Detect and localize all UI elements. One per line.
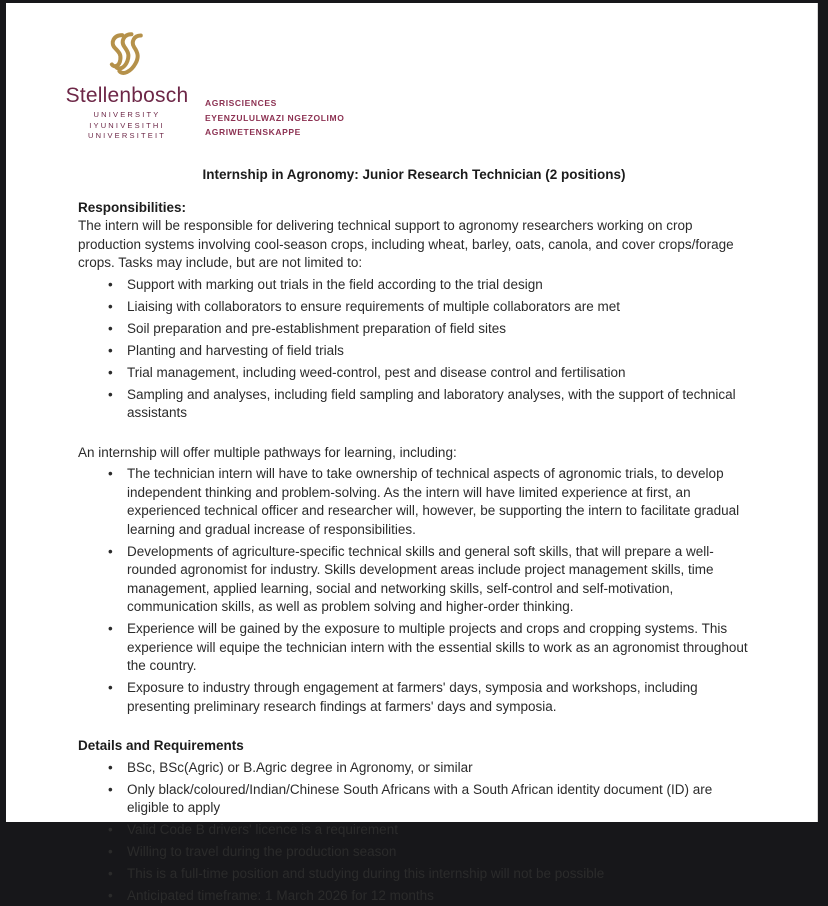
bullet-list (78, 276, 750, 423)
bullet-item: • Willing to travel during the production season (78, 843, 750, 862)
document-page (6, 3, 818, 903)
section-heading: Details and Requirements (78, 738, 244, 753)
bullet-list (78, 759, 750, 906)
bullet-item: • Support with marking out trials in the field according to the trial design (78, 276, 750, 295)
bullet-item: • This is a full-time position and studying during this internship will not be possible (78, 865, 750, 884)
bullet-item: • BSc, BSc(Agric) or B.Agric degree in Agronomy, or similar (78, 759, 750, 778)
university-wordmark: Stellenbosch (65, 84, 189, 107)
faculty-line-af: AGRIWETENSKAPPE (205, 127, 301, 137)
university-line-xh: IYUNIVESITHI (89, 120, 165, 130)
bullet-item: • Anticipated timeframe: 1 March 2026 for 12 months (78, 887, 750, 906)
page-title: Internship in Agronomy: Junior Research Technician (2 positions) (202, 166, 626, 182)
bullet-item: • Soil preparation and pre-establishment preparation of field sites (78, 320, 750, 339)
bullet-item: • Liaising with collaborators to ensure requirements of multiple collaborators are met (78, 298, 750, 317)
bullet-item: • The technician intern will have to take ownership of technical aspects of agronomic trials, to develop independent thinking and problem-solving. As the intern will have limited experience at first, an experienced technical officer and researcher will, however, be supporting the intern to facilitate gradual learning and gradual increase of responsibilities. (78, 465, 750, 539)
bullet-item: • Exposure to industry through engagement at farmers' days, symposia and workshops, including presenting preliminary research findings at farmers' days and symposia. (78, 679, 750, 716)
faculty-line-en: AGRISCIENCES (205, 98, 277, 108)
bullet-list (78, 465, 750, 716)
document-section-0 (78, 199, 750, 423)
bullet-item: • Only black/coloured/Indian/Chinese South Africans with a South African identity document (ID) are eligible to apply (78, 781, 750, 818)
bullet-item: • Developments of agriculture-specific technical skills and general soft skills, that will prepare a well-rounded agronomist for industry. Skills development areas include project management skills, time management, applied learning, social and networking skills, self-control and self-motivation, communication skills, as well as problem solving and higher-order thinking. (78, 543, 750, 617)
university-line-en: UNIVERSITY (93, 110, 161, 119)
letterhead (65, 31, 750, 142)
university-line-af: UNIVERSITEIT (87, 131, 167, 140)
section-intro: The intern will be responsible for delivering technical support to agronomy researchers working on crop production systems involving cool-season crops, including wheat, barley, oats, canola, and cover crops/forage crops. Tasks may include, but are not limited to: (78, 218, 734, 270)
bullet-item: • Valid Code B drivers' licence is a requirement (78, 821, 750, 840)
document-sections (78, 199, 750, 906)
faculty-line-xh: EYENZULULWAZI NGEZOLIMO (205, 112, 345, 123)
bullet-item: • Experience will be gained by the exposure to multiple projects and crops and cropping systems. This experience will equipe the technician intern with the essential skills to work as an agronomist throughout the country. (78, 620, 750, 676)
bullet-item: • Sampling and analyses, including field sampling and laboratory analyses, with the support of technical assistants (78, 386, 750, 423)
section-heading: Responsibilities: (78, 199, 187, 215)
university-logo (65, 31, 189, 142)
bullet-item: • Planting and harvesting of field trials (78, 342, 750, 361)
document-section-2 (78, 737, 750, 906)
section-intro: An internship will offer multiple pathways for learning, including: (78, 444, 457, 460)
bullet-item: • Trial management, including weed-control, pest and disease control and fertilisation (78, 364, 750, 383)
faculty-name-block (205, 96, 344, 140)
document-section-1 (78, 444, 750, 717)
stellenbosch-flame-icon (107, 31, 147, 81)
university-sub-lines (88, 110, 166, 142)
